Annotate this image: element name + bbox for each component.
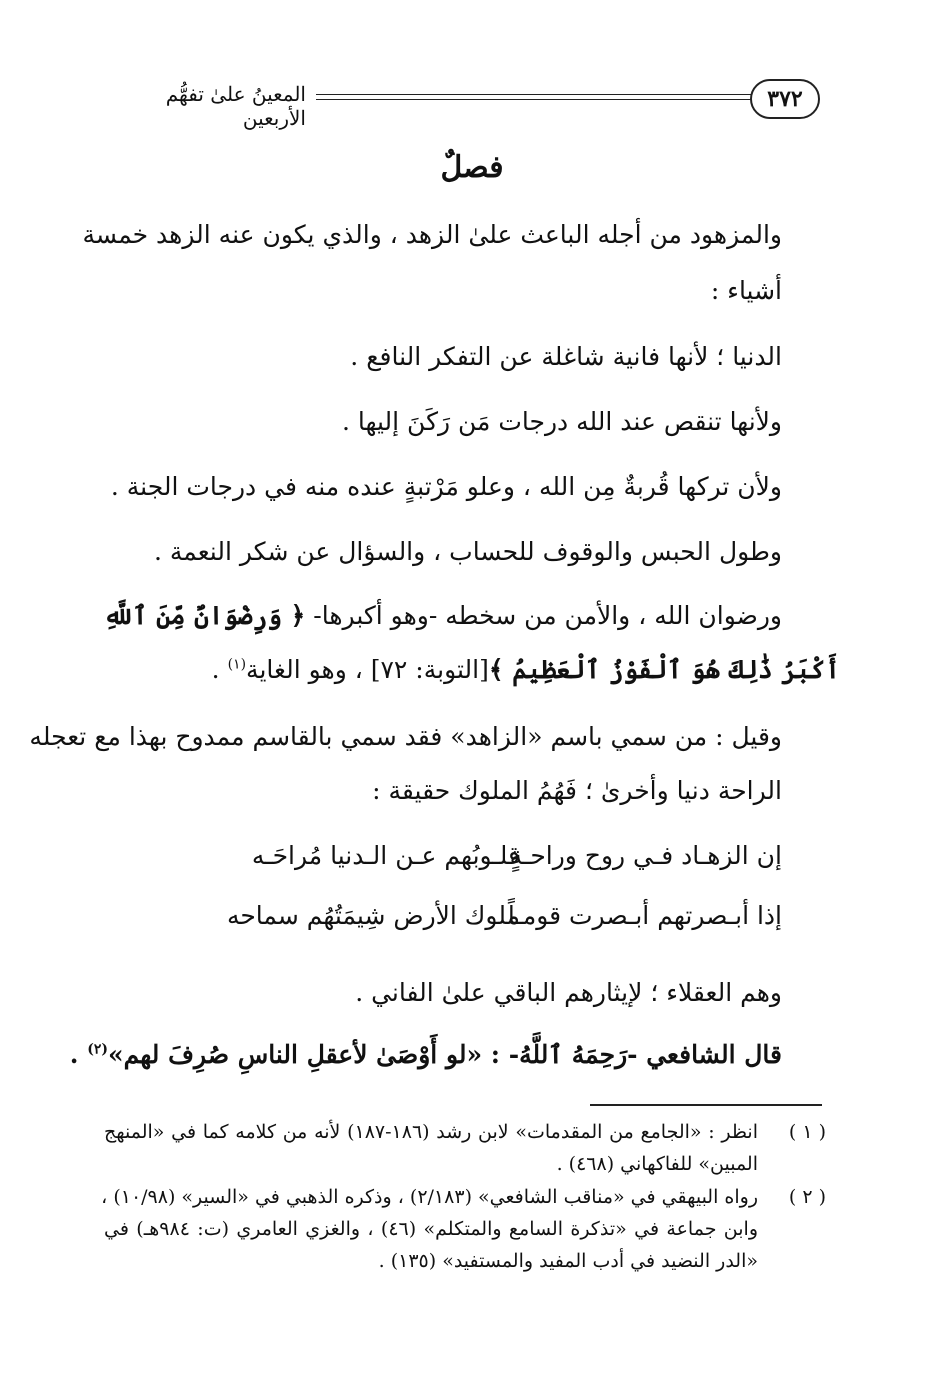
footnote-ref: (٢) [87,1041,108,1058]
paragraph-line: وقيل : من سمي باسم «الزاهد» فقد سمي بالقاسم ممدوح بهذا مع تعجله [29,722,782,751]
footnote-separator [590,1104,822,1106]
footnote-line: انظر : «الجامع من المقدمات» لابن رشد (١٨٦-١٨٧) لأنه من كلامه كما في «المنهج [104,1121,758,1143]
footnote-line: وابن جماعة في «تذكرة السامع والمتكلم» (٤٦) ، والغزي العامري (ت: ٩٨٤هـ) في [104,1218,759,1240]
poem-hemistich: ملوك الأرض شِيمَتُهُم سماحه [226,901,520,930]
poem-hemistich: إن الزهـاد فـي روح وراحـةٍ [509,841,782,870]
paragraph-line: الراحة دنيا وأخرىٰ ؛ فَهُمُ الملوك حقيقة : [372,776,782,805]
paragraph: ولأنها تنقص عند الله درجات مَن رَكَنَ إليها . [341,407,782,436]
paragraph: وطول الحبس والوقوف للحساب ، والسؤال عن شكر النعمة . [153,537,782,566]
paragraph: الدنيا ؛ لأنها فانية شاغلة عن التفكر النافع . [350,342,782,371]
paragraph-line [212,655,840,684]
quran-verse: ﴿ وَرِضْوَانٌ مِّنَ ٱللَّهِ [103,601,306,630]
section-heading: فصلٌ [440,150,504,185]
footnote-line: «الدر النضيد في أدب المفيد والمستفيد» (١٣٥) . [378,1250,758,1272]
footnote-line: رواه البيهقي في «مناقب الشافعي» (٢/١٨٣) ، وذكره الذهبي في «السير» (١٠/٩٨) ، [101,1186,758,1208]
poem-hemistich: إذا أبـصرتهم أبـصرت قومـاً [507,901,782,930]
paragraph [70,1040,782,1069]
quran-verse: أَكْبَرُ ذَٰلِكَ هُوَ ٱلْفَوْزُ ٱلْعَظِيمُ ﴾ [488,655,840,684]
footnote-line: المبين» للفاكهاني (٤٦٨) . [556,1153,758,1175]
verse-citation: [التوبة: ٧٢] ، وهو الغاية [246,655,489,684]
paragraph-line: أشياء : [710,276,782,305]
footnote-number: ( ١ ) [788,1121,826,1143]
paragraph-line [104,601,782,630]
paragraph-line: والمزهود من أجله الباعث علىٰ الزهد ، والذي يكون عنه الزهد خمسة [82,220,782,249]
header-rule [316,99,752,100]
punctuation: . [69,1040,88,1069]
footnote-number: ( ٢ ) [788,1186,826,1208]
paragraph: وهم العقلاء ؛ لإيثارهم الباقي علىٰ الفاني . [355,978,782,1007]
paragraph: ولأن تركها قُربةٌ مِن الله ، وعلو مَرْتبةٍ عنده منه في درجات الجنة . [110,472,782,501]
header-rule [316,94,752,95]
footnote-ref: (١) [227,656,247,673]
quote-text: قال الشافعي -رَحِمَهُ ٱللَّهُ- : «لو أَوْصَىٰ لأعقلِ الناسِ صُرِفَ لهم» [108,1040,782,1069]
paragraph-text: ورضوان الله ، والأمن من سخطه -وهو أكبرها- [305,601,782,630]
punctuation: . [211,655,228,684]
poem-hemistich: قلـوبُهم عـن الـدنيا مُراحَـه [251,841,520,870]
running-title: المعينُ علىٰ تفهُّم الأربعين [165,82,306,130]
page-number: ٣٧٢ [750,79,820,119]
